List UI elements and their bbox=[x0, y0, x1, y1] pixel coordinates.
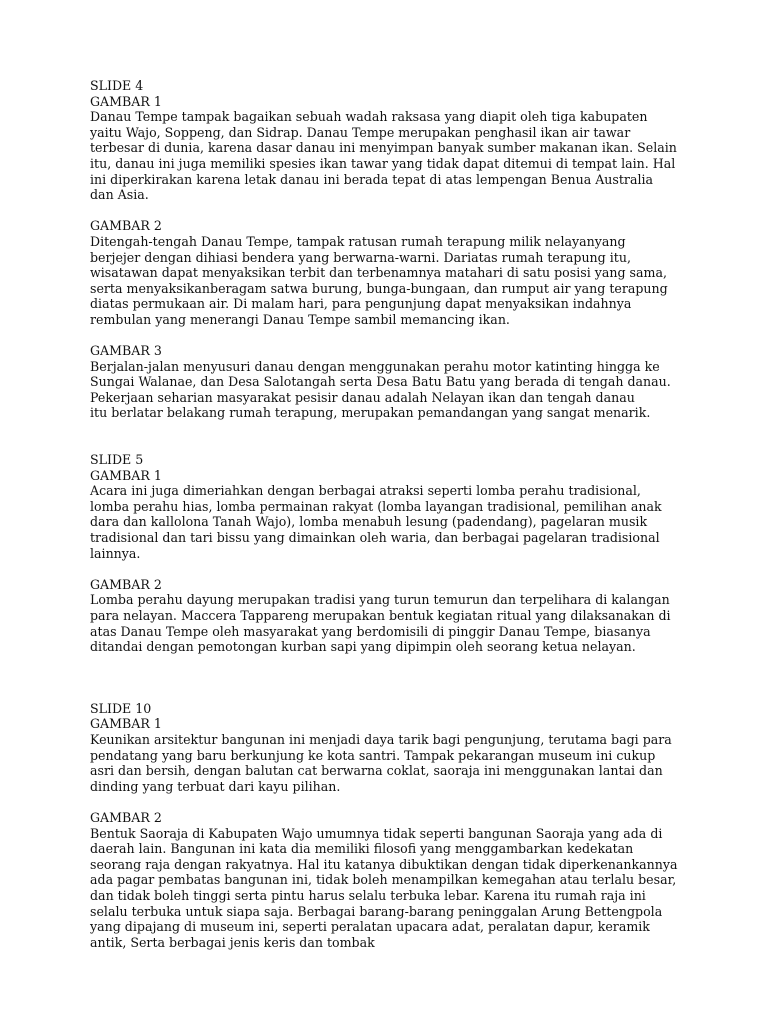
gambar-block bbox=[90, 468, 690, 562]
gambar-block bbox=[90, 343, 690, 421]
paragraph-line: lainnya. bbox=[90, 545, 141, 561]
gambar-block bbox=[90, 810, 690, 950]
paragraph-line: Lomba perahu dayung merupakan tradisi yang turun temurun dan terpelihara di kalangan bbox=[90, 592, 670, 608]
section-slide-10 bbox=[90, 701, 690, 951]
paragraph-line: ini diperkirakan karena letak danau ini berada tepat di atas lempengan Benua Australia bbox=[90, 171, 654, 187]
section-slide-5 bbox=[90, 452, 690, 655]
paragraph-line: dan tidak boleh tinggi serta pintu harus selalu terbuka lebar. Karena itu rumah raja ini bbox=[90, 887, 646, 903]
document-page bbox=[90, 78, 690, 950]
paragraph-line: Keunikan arsitektur bangunan ini menjadi daya tarik bagi pengunjung, terutama bagi para bbox=[90, 731, 672, 747]
gambar-heading: GAMBAR 1 bbox=[90, 716, 162, 732]
gambar-heading: GAMBAR 1 bbox=[90, 467, 162, 483]
paragraph-line: Sungai Walanae, dan Desa Salotangah serta Desa Batu Batu yang berada di tengah danau. bbox=[90, 374, 671, 390]
gambar-block bbox=[90, 218, 690, 327]
paragraph-line: Danau Tempe tampak bagaikan sebuah wadah raksasa yang diapit oleh tiga kabupaten bbox=[90, 109, 648, 125]
gambar-block bbox=[90, 577, 690, 655]
paragraph-line: terbesar di dunia, karena dasar danau ini menyimpan banyak sumber makanan ikan. Selain bbox=[90, 140, 677, 156]
paragraph-line: asri dan bersih, dengan balutan cat berwarna coklat, saoraja ini menggunakan lantai dan bbox=[90, 763, 663, 779]
paragraph-line: rembulan yang menerangi Danau Tempe sambil memancing ikan. bbox=[90, 311, 510, 327]
paragraph-line: Bentuk Saoraja di Kabupaten Wajo umumnya tidak seperti bangunan Saoraja yang ada di bbox=[90, 825, 663, 841]
paragraph-line: lomba perahu hias, lomba permainan rakyat (lomba layangan tradisional, pemilihan anak bbox=[90, 498, 662, 514]
paragraph-line: tradisional dan tari bissu yang dimainkan oleh waria, dan berbagai pagelaran tradisional bbox=[90, 530, 660, 546]
paragraph-line: itu, danau ini juga memiliki spesies ikan tawar yang tidak dapat ditemui di tempat lain. Hal bbox=[90, 155, 676, 171]
paragraph-line: Berjalan-jalan menyusuri danau dengan menggunakan perahu motor katinting hingga ke bbox=[90, 358, 660, 374]
section-slide-4 bbox=[90, 78, 690, 421]
paragraph-line: ditandai dengan pemotongan kurban sapi yang dipimpin oleh seorang ketua nelayan. bbox=[90, 639, 636, 655]
paragraph-line: dan Asia. bbox=[90, 187, 149, 203]
paragraph-line: antik, Serta berbagai jenis keris dan tombak bbox=[90, 934, 375, 950]
paragraph-line: para nelayan. Maccera Tappareng merupakan bentuk kegiatan ritual yang dilaksanakan di bbox=[90, 608, 671, 623]
paragraph-line: dinding yang terbuat dari kayu pilihan. bbox=[90, 778, 341, 794]
gambar-block bbox=[90, 716, 690, 794]
gambar-block bbox=[90, 94, 690, 203]
slide-heading: SLIDE 10 bbox=[90, 700, 152, 716]
paragraph-line: Acara ini juga dimeriahkan dengan berbagai atraksi seperti lomba perahu tradisional, bbox=[90, 483, 641, 499]
paragraph-line: daerah lain. Bangunan ini kata dia memiliki filosofi yang menggambarkan kedekatan bbox=[90, 841, 634, 857]
slide-heading: SLIDE 4 bbox=[90, 78, 144, 93]
gambar-heading: GAMBAR 2 bbox=[90, 218, 162, 234]
paragraph-line: diatas permukaan air. Di malam hari, para pengunjung dapat menyaksikan indahnya bbox=[90, 296, 632, 312]
gambar-heading: GAMBAR 3 bbox=[90, 343, 162, 359]
paragraph-line: selalu terbuka untuk siapa saja. Berbagai barang-barang peninggalan Arung Bettengpola bbox=[90, 903, 663, 919]
paragraph-line: serta menyaksikanberagam satwa burung, bunga-bungaan, dan rumput air yang terapung bbox=[90, 280, 668, 296]
paragraph-line: itu berlatar belakang rumah terapung, merupakan pemandangan yang sangat menarik. bbox=[90, 405, 651, 421]
slide-heading: SLIDE 5 bbox=[90, 452, 144, 468]
gambar-heading: GAMBAR 2 bbox=[90, 576, 162, 592]
paragraph-line: Ditengah-tengah Danau Tempe, tampak ratusan rumah terapung milik nelayanyang bbox=[90, 233, 626, 249]
paragraph-line: yaitu Wajo, Soppeng, dan Sidrap. Danau Tempe merupakan penghasil ikan air tawar bbox=[90, 124, 631, 140]
paragraph-line: seorang raja dengan rakyatnya. Hal itu katanya dibuktikan dengan tidak diperkenankannya bbox=[90, 856, 678, 872]
paragraph-line: pendatang yang baru berkunjung ke kota santri. Tampak pekarangan museum ini cukup bbox=[90, 747, 656, 763]
paragraph-line: wisatawan dapat menyaksikan terbit dan terbenamnya matahari di satu posisi yang sama, bbox=[90, 265, 667, 281]
gambar-heading: GAMBAR 1 bbox=[90, 93, 162, 109]
paragraph-line: Pekerjaan seharian masyarakat pesisir danau adalah Nelayan ikan dan tengah danau bbox=[90, 389, 635, 405]
paragraph-line: atas Danau Tempe oleh masyarakat yang berdomisili di pinggir Danau Tempe, biasanya bbox=[90, 623, 651, 639]
gambar-heading: GAMBAR 2 bbox=[90, 809, 162, 825]
paragraph-line: dara dan kallolona Tanah Wajo), lomba menabuh lesung (padendang), pagelaran musik bbox=[90, 514, 648, 530]
paragraph-line: yang dipajang di museum ini, seperti peralatan upacara adat, peralatan dapur, keramik bbox=[90, 919, 650, 935]
paragraph-line: berjejer dengan dihiasi bendera yang berwarna-warni. Dariatas rumah terapung itu, bbox=[90, 249, 631, 265]
paragraph-line: ada pagar pembatas bangunan ini, tidak boleh menampilkan kemegahan atau terlalu besar, bbox=[90, 872, 677, 888]
